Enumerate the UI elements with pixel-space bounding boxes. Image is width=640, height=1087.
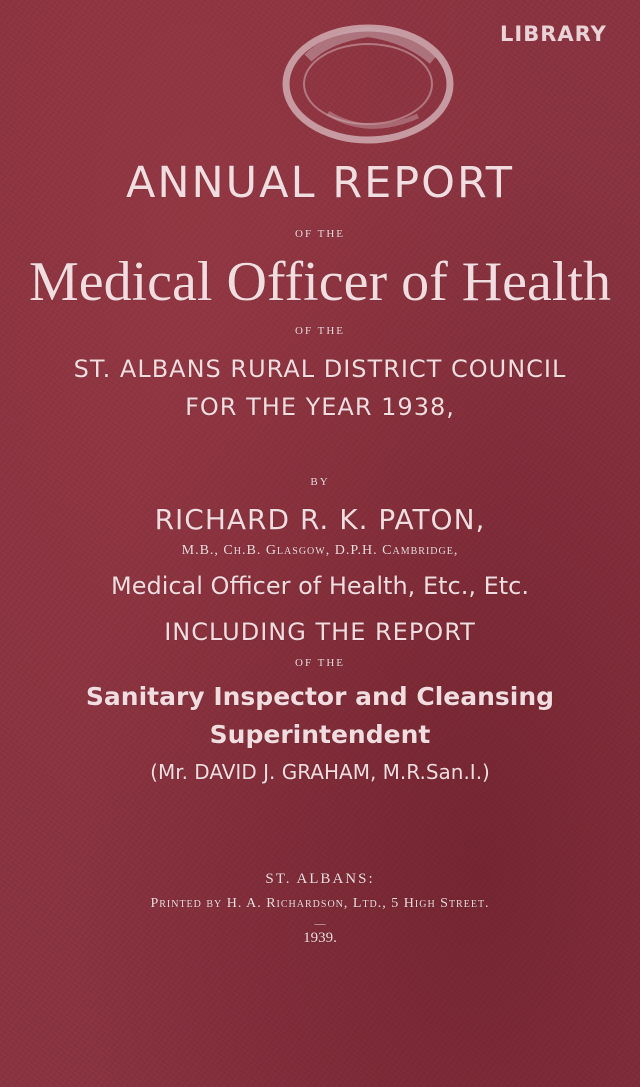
connector-of-the-3: OF THE <box>295 657 345 669</box>
library-stamp-seal <box>268 18 468 158</box>
author-name: RICHARD R. K. PATON, <box>154 503 486 536</box>
sanitary-inspector-line: Sanitary Inspector and Cleansing <box>85 682 555 711</box>
separator-dash: — <box>314 918 326 930</box>
superintendent-line: Superintendent <box>209 720 431 749</box>
connector-of-the-1: OF THE <box>295 228 345 240</box>
author-qualifications: M.B., Ch.B. Glasgow, D.P.H. Cambridge, <box>181 543 459 558</box>
report-title: ANNUAL REPORT <box>125 158 515 208</box>
inspector-name: (Mr. DAVID J. GRAHAM, M.R.San.I.) <box>150 760 490 784</box>
connector-of-the-2: OF THE <box>295 325 345 337</box>
publication-year: 1939. <box>303 930 337 946</box>
report-heading: Medical Officer of Health <box>28 251 612 313</box>
including-report-line: INCLUDING THE REPORT <box>164 618 476 646</box>
report-year-line: FOR THE YEAR 1938, <box>185 393 455 421</box>
library-stamp-text: LIBRARY <box>500 22 607 46</box>
council-name: ST. ALBANS RURAL DISTRICT COUNCIL <box>73 355 567 383</box>
publication-place: ST. ALBANS: <box>265 871 375 887</box>
connector-by: BY <box>310 476 330 488</box>
author-role: Medical Officer of Health, Etc., Etc. <box>110 572 529 600</box>
printer-line: Printed by H. A. Richardson, Ltd., 5 High Street. <box>150 896 490 911</box>
